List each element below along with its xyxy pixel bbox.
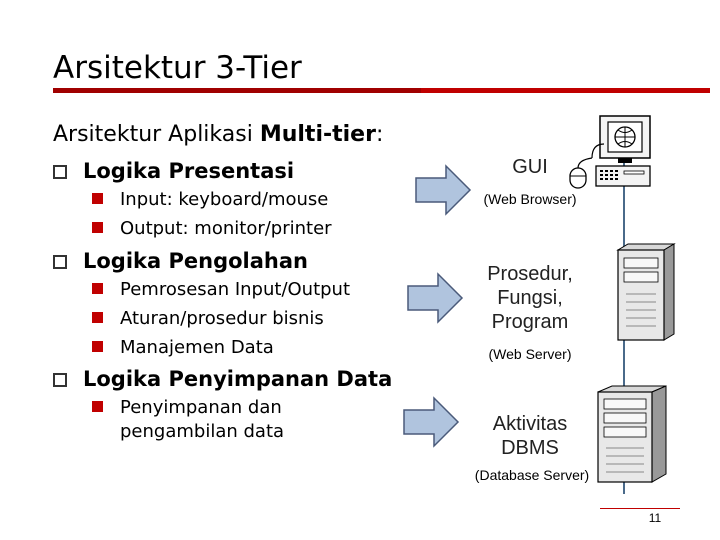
square-bullet-icon	[92, 283, 103, 294]
list-item	[92, 278, 350, 302]
section-heading-pengolahan	[53, 247, 308, 275]
tier-gui-sub: (Web Browser)	[483, 191, 577, 207]
list-item-label: Aturan/prosedur bisnis	[120, 308, 324, 329]
intro-prefix: Arsitektur Aplikasi	[53, 122, 260, 147]
list-item	[92, 217, 332, 241]
intro-line	[53, 121, 383, 149]
intro-bold: Multi-tier	[259, 122, 376, 147]
list-item	[92, 396, 284, 444]
intro-suffix: :	[375, 122, 384, 147]
section-heading-label: Logika Penyimpanan Data	[83, 367, 393, 391]
tier-db-label-line: Aktivitas	[492, 413, 568, 435]
page-number: 11	[648, 511, 662, 525]
section-heading-penyimpanan	[53, 365, 392, 393]
square-bullet-icon	[92, 193, 103, 204]
arrow-right-icon	[406, 272, 466, 324]
tier-db-sub: (Database Server)	[474, 467, 590, 483]
arrow-right-icon	[414, 164, 474, 216]
title-underline-accent	[53, 88, 421, 93]
tier-db-label-line: DBMS	[501, 437, 559, 459]
list-item-label: Input: keyboard/mouse	[120, 189, 329, 210]
list-item-line: Penyimpanan dan	[120, 397, 282, 418]
list-item-label: Pemrosesan Input/Output	[120, 279, 351, 300]
tier-server-label-line: Program	[491, 311, 569, 333]
list-item-line: pengambilan data	[120, 421, 285, 442]
footer-rule	[600, 508, 680, 509]
tier-gui-label: GUI	[512, 156, 548, 178]
arrow-right-icon	[402, 396, 462, 448]
hollow-square-bullet-icon	[53, 373, 67, 387]
computer-terminal-icon	[562, 114, 656, 192]
square-bullet-icon	[92, 341, 103, 352]
hollow-square-bullet-icon	[53, 255, 67, 269]
hollow-square-bullet-icon	[53, 165, 67, 179]
list-item	[92, 188, 328, 212]
square-bullet-icon	[92, 312, 103, 323]
tier-server-label	[470, 262, 590, 334]
section-heading-label: Logika Presentasi	[83, 159, 295, 183]
square-bullet-icon	[92, 401, 103, 412]
list-item-label: Manajemen Data	[120, 337, 274, 358]
tier-server-label-line: Prosedur,	[487, 263, 573, 285]
section-heading-presentasi	[53, 157, 294, 185]
tier-server-label-line: Fungsi,	[497, 287, 563, 309]
tier-db-label	[470, 412, 590, 460]
square-bullet-icon	[92, 222, 103, 233]
list-item	[92, 336, 274, 360]
web-server-tower-icon	[612, 242, 682, 342]
tier-server-sub: (Web Server)	[488, 346, 572, 362]
list-item-label	[120, 396, 284, 444]
slide-title: Arsitektur 3-Tier	[53, 50, 302, 86]
section-heading-label: Logika Pengolahan	[83, 249, 308, 273]
list-item	[92, 307, 324, 331]
list-item-label: Output: monitor/printer	[120, 218, 332, 239]
database-server-tower-icon	[594, 384, 676, 486]
